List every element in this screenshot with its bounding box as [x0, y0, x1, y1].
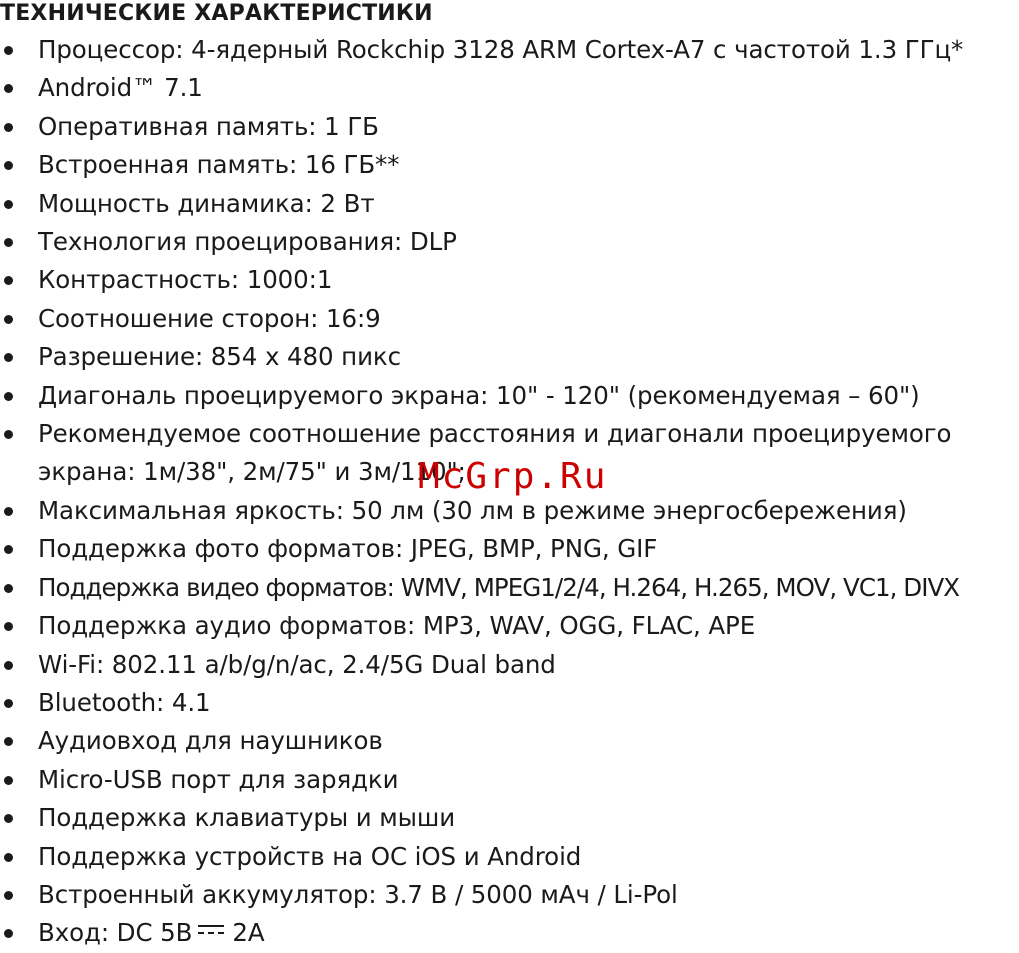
spec-text: Процессор: 4-ядерный Rockchip 3128 ARM Cortex-A7 с частотой 1.3 ГГц*	[38, 35, 964, 64]
spec-item-storage	[0, 146, 1019, 184]
bullet-icon	[4, 123, 13, 132]
spec-item-keyboard-mouse	[0, 799, 1019, 837]
bullet-icon	[4, 46, 13, 55]
bullet-icon	[4, 622, 13, 631]
spec-text: Разрешение: 854 х 480 пикс	[38, 342, 401, 372]
bullet-icon	[4, 853, 13, 862]
bullet-icon	[4, 776, 13, 785]
bullet-icon	[4, 699, 13, 708]
spec-item-wifi	[0, 646, 1019, 684]
spec-item-device-support	[0, 838, 1019, 876]
spec-text: Встроенная память: 16 ГБ**	[38, 150, 400, 180]
bullet-icon	[4, 238, 13, 247]
spec-item-audio-jack	[0, 722, 1019, 760]
spec-item-power-input	[0, 914, 1019, 952]
spec-text: Bluetooth: 4.1	[38, 687, 211, 717]
bullet-icon	[4, 891, 13, 900]
bullet-icon	[4, 84, 13, 93]
spec-text: Контрастность: 1000:1	[38, 265, 333, 295]
spec-text-suffix: 2А	[232, 918, 265, 948]
dc-current-icon	[198, 925, 224, 937]
bullet-icon	[4, 584, 13, 593]
spec-item-speaker	[0, 185, 1019, 223]
spec-text: Мощность динамика: 2 Вт	[38, 188, 375, 218]
spec-text: Диагональ проецируемого экрана: 10" - 120" (рекомендуемая – 60")	[38, 380, 920, 410]
spec-item-screen-diagonal	[0, 377, 1019, 415]
spec-text: Оперативная память: 1 ГБ	[38, 111, 379, 141]
spec-item-audio-formats	[0, 607, 1019, 645]
bullet-icon	[4, 545, 13, 554]
spec-text: Android™ 7.1	[38, 73, 203, 103]
spec-text: Поддержка фото форматов: JPEG, BMP, PNG, GIF	[38, 534, 658, 564]
spec-item-resolution	[0, 338, 1019, 376]
spec-heading: ТЕХНИЧЕСКИЕ ХАРАКТЕРИСТИКИ	[0, 1, 433, 26]
spec-item-projection-tech	[0, 223, 1019, 261]
spec-text: Wi-Fi: 802.11 a/b/g/n/ac, 2.4/5G Dual band	[38, 649, 556, 679]
bullet-icon	[4, 200, 13, 209]
spec-text-prefix: Вход: DC 5В	[38, 918, 193, 948]
spec-item-battery	[0, 876, 1019, 914]
spec-text: Аудиовход для наушников	[38, 726, 383, 756]
bullet-icon	[4, 929, 13, 938]
spec-item-bluetooth	[0, 684, 1019, 722]
spec-text: Поддержка устройств на ОС iOS и Android	[38, 841, 582, 871]
bullet-icon	[4, 353, 13, 362]
bullet-icon	[4, 276, 13, 285]
spec-item-micro-usb	[0, 761, 1019, 799]
spec-item-photo-formats	[0, 530, 1019, 568]
spec-text: Соотношение сторон: 16:9	[38, 303, 381, 333]
bullet-icon	[4, 315, 13, 324]
watermark: McGrp.Ru	[418, 456, 608, 497]
spec-item-os	[0, 69, 1019, 107]
bullet-icon	[4, 737, 13, 746]
spec-text: Технология проецирования: DLP	[38, 227, 457, 257]
spec-text: Поддержка видео форматов: WMV, MPEG1/2/4, H.264, H.265, MOV, VC1, DIVX	[38, 572, 960, 602]
bullet-icon	[4, 507, 13, 516]
spec-text: Рекомендуемое соотношение расстояния и диагонали проецируемого экрана: 1м/38", 2м/75" и 3м/110";	[38, 419, 952, 487]
spec-text: Поддержка аудио форматов: MP3, WAV, OGG, FLAC, APE	[38, 611, 756, 641]
spec-item-ram	[0, 108, 1019, 146]
bullet-icon	[4, 814, 13, 823]
bullet-icon	[4, 430, 13, 439]
spec-item-processor	[0, 31, 1019, 69]
spec-item-video-formats	[0, 569, 1019, 607]
spec-text: Встроенный аккумулятор: 3.7 В / 5000 мАч / Li-Pol	[38, 879, 678, 909]
bullet-icon	[4, 661, 13, 670]
bullet-icon	[4, 392, 13, 401]
spec-text: Поддержка клавиатуры и мыши	[38, 803, 456, 833]
spec-item-aspect-ratio	[0, 300, 1019, 338]
spec-item-contrast	[0, 261, 1019, 299]
bullet-icon	[4, 161, 13, 170]
spec-text: Micro-USB порт для зарядки	[38, 764, 399, 794]
spec-text: Максимальная яркость: 50 лм (30 лм в режиме энергосбережения)	[38, 495, 907, 525]
